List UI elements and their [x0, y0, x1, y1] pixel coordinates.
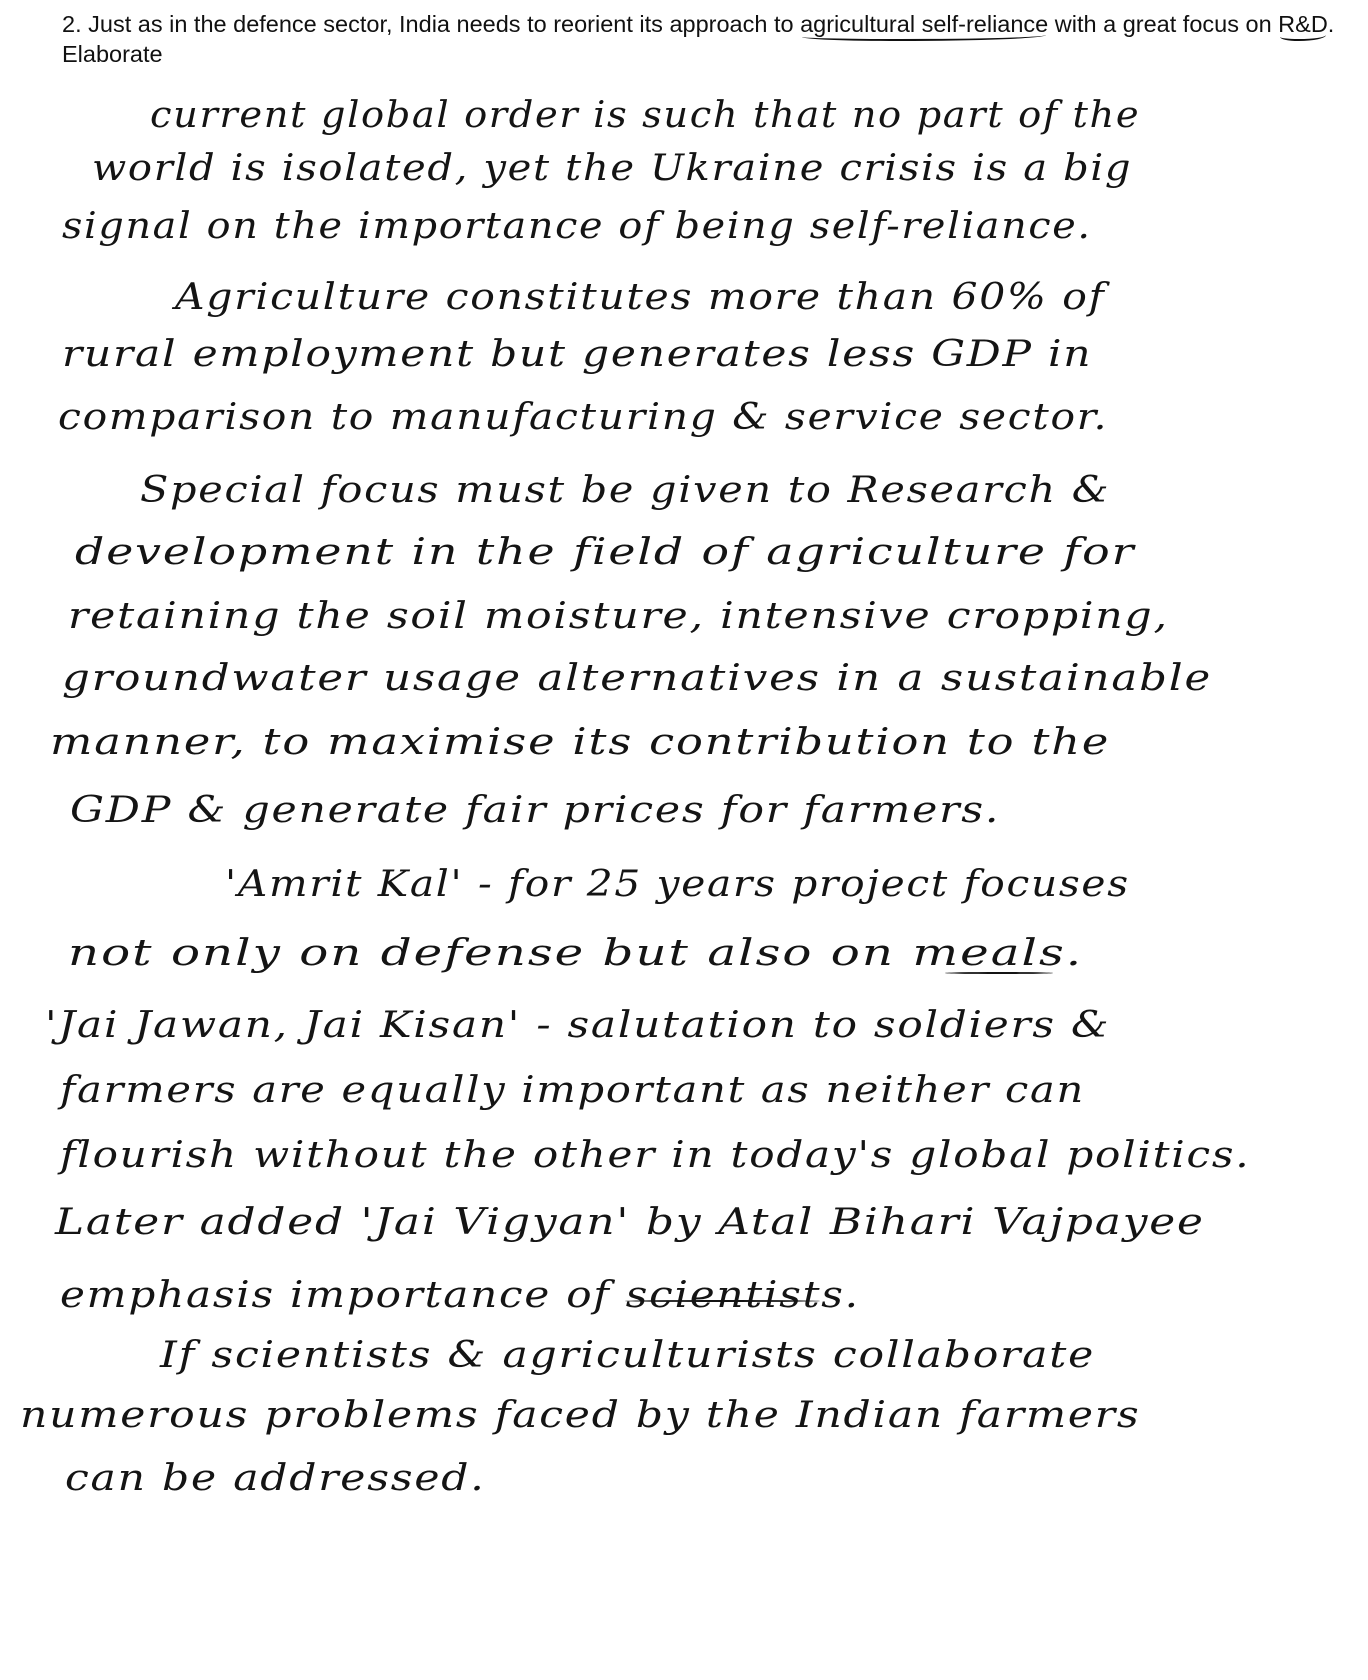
scientists-underline [625, 1300, 820, 1302]
answer-line: current global order is such that no part of the [150, 95, 1141, 136]
answer-line: signal on the importance of being self-reliance. [62, 206, 1092, 247]
answer-line: farmers are equally important as neither can [60, 1070, 1085, 1111]
answer-line: groundwater usage alternatives in a sustainable [62, 658, 1212, 699]
answer-line: rural employment but generates less GDP in [62, 334, 1093, 375]
answer-line: retaining the soil moisture, intensive cropping, [68, 596, 1169, 637]
answer-line: manner, to maximise its contribution to the [50, 722, 1111, 763]
answer-line: development in the field of agriculture for [75, 532, 1136, 573]
answer-line: numerous problems faced by the Indian farmers [20, 1395, 1141, 1436]
question-underlined-phrase: agricultural self-reliance [800, 11, 1049, 37]
answer-line: If scientists & agriculturists collaborate [160, 1335, 1096, 1376]
answer-line: emphasis importance of scientists. [60, 1275, 860, 1316]
question-middle: with a great focus on [1048, 11, 1279, 37]
answer-line: Special focus must be given to Research & [140, 470, 1111, 511]
question-underlined-rnd: R&D [1278, 11, 1328, 37]
answer-line: not only on defense but also on meals. [68, 933, 1084, 974]
answer-line: GDP & generate fair prices for farmers. [70, 790, 1001, 831]
question-prefix: 2. Just as in the defence sector, India needs to reorient its approach to [62, 11, 801, 37]
meals-underline [945, 972, 1053, 974]
question-suffix: . Elaborate [62, 11, 1335, 67]
answer-line: flourish without the other in today's global politics. [60, 1135, 1251, 1176]
answer-line: Later added 'Jai Vigyan' by Atal Bihari Vajpayee [55, 1202, 1205, 1243]
answer-line: 'Amrit Kal' - for 25 years project focuses [225, 864, 1130, 905]
answer-line: world is isolated, yet the Ukraine crisis is a big [92, 148, 1133, 189]
answer-line: comparison to manufacturing & service sector. [58, 397, 1109, 438]
answer-line: Agriculture constitutes more than 60% of [175, 277, 1106, 318]
answer-line: 'Jai Jawan, Jai Kisan' - salutation to soldiers & [45, 1005, 1111, 1046]
answer-line: can be addressed. [65, 1458, 486, 1499]
